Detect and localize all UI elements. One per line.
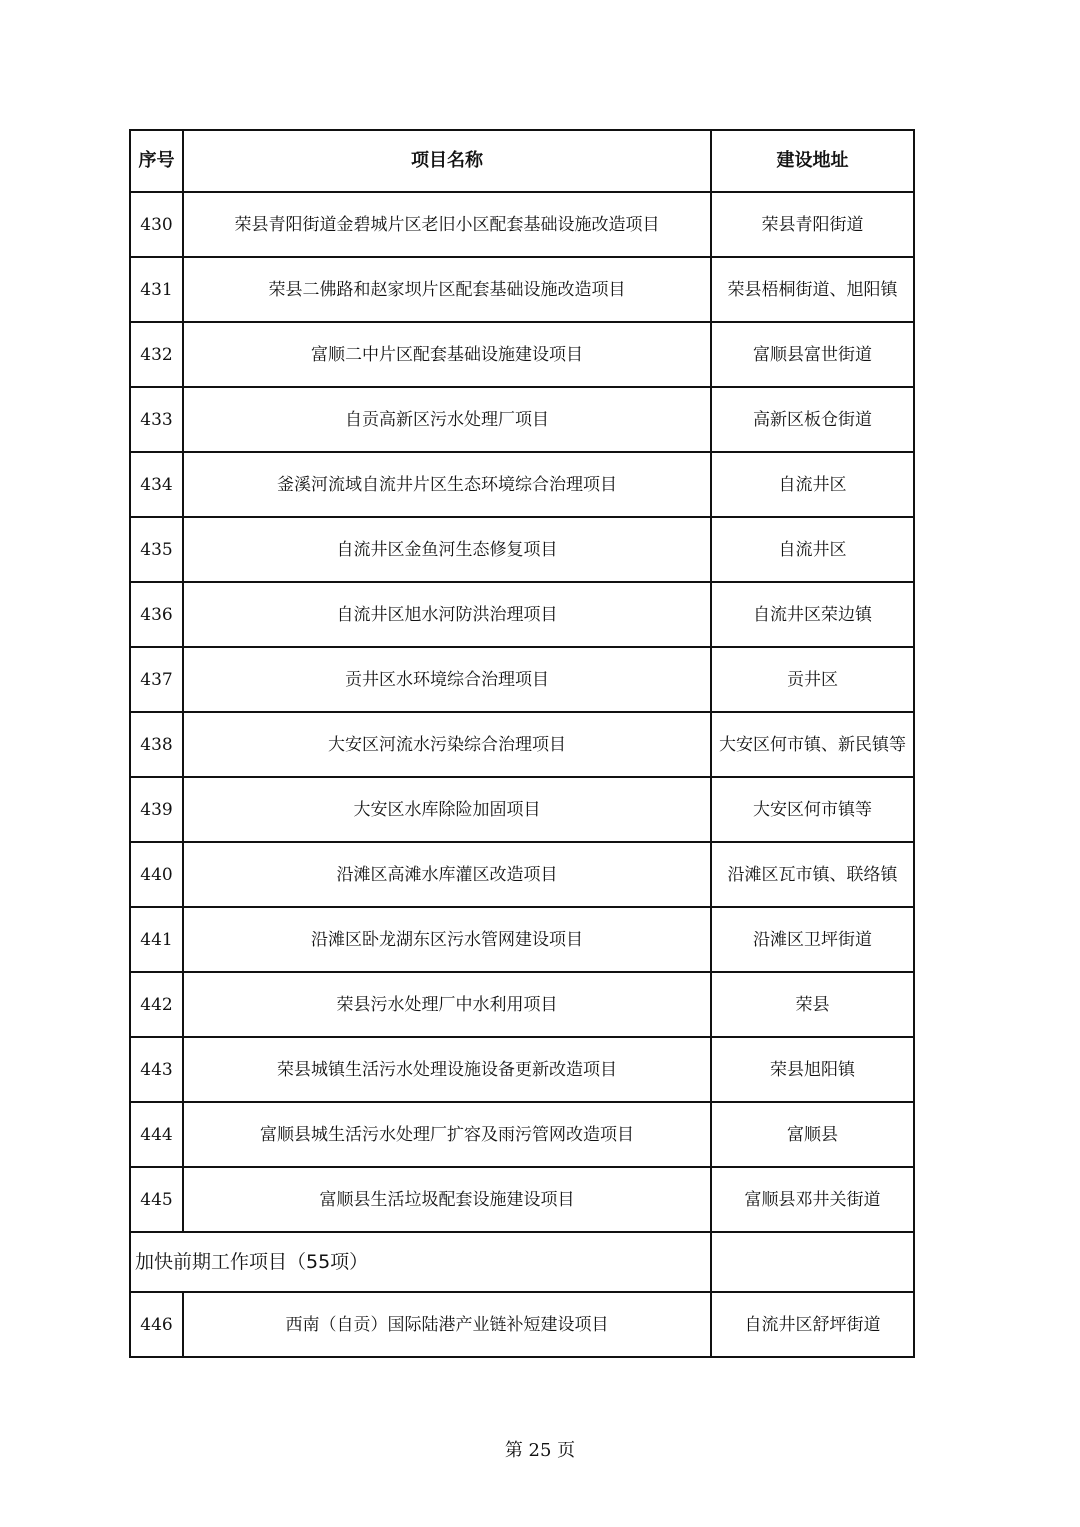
table-row [130,582,914,647]
serial-number-cell: 445 [130,1167,183,1232]
serial-number-cell: 432 [130,322,183,387]
address-cell: 自流井区舒坪街道 [711,1292,914,1357]
project-name-cell: 富顺县生活垃圾配套设施建设项目 [183,1167,711,1232]
serial-number-cell: 446 [130,1292,183,1357]
address-cell: 自流井区 [711,452,914,517]
table-row [130,1102,914,1167]
project-name-cell: 荣县二佛路和赵家坝片区配套基础设施改造项目 [183,257,711,322]
section-title: 加快前期工作项目（55项） [130,1232,711,1292]
project-name-cell: 大安区河流水污染综合治理项目 [183,712,711,777]
serial-number-cell: 434 [130,452,183,517]
header-project-name: 项目名称 [183,130,711,192]
section-address-cell [711,1232,914,1292]
address-cell: 大安区何市镇、新民镇等 [711,712,914,777]
table-header-row [130,130,914,192]
serial-number-cell: 439 [130,777,183,842]
header-serial-number: 序号 [130,130,183,192]
table-row [130,452,914,517]
address-cell: 荣县旭阳镇 [711,1037,914,1102]
address-cell: 荣县青阳街道 [711,192,914,257]
project-name-cell: 贡井区水环境综合治理项目 [183,647,711,712]
table-row [130,1037,914,1102]
address-cell: 沿滩区瓦市镇、联络镇 [711,842,914,907]
table-row [130,1292,914,1357]
project-name-cell: 荣县污水处理厂中水利用项目 [183,972,711,1037]
table-row [130,517,914,582]
address-cell: 荣县 [711,972,914,1037]
project-name-cell: 大安区水库除险加固项目 [183,777,711,842]
serial-number-cell: 443 [130,1037,183,1102]
project-name-cell: 富顺县城生活污水处理厂扩容及雨污管网改造项目 [183,1102,711,1167]
serial-number-cell: 436 [130,582,183,647]
project-name-cell: 沿滩区高滩水库灌区改造项目 [183,842,711,907]
table-row [130,647,914,712]
table-row [130,907,914,972]
address-cell: 自流井区 [711,517,914,582]
header-construction-address: 建设地址 [711,130,914,192]
project-name-cell: 西南（自贡）国际陆港产业链补短建设项目 [183,1292,711,1357]
section-header-row [130,1232,914,1292]
serial-number-cell: 441 [130,907,183,972]
serial-number-cell: 438 [130,712,183,777]
serial-number-cell: 431 [130,257,183,322]
address-cell: 沿滩区卫坪街道 [711,907,914,972]
address-cell: 富顺县 [711,1102,914,1167]
table-row [130,777,914,842]
serial-number-cell: 435 [130,517,183,582]
address-cell: 贡井区 [711,647,914,712]
project-name-cell: 自流井区金鱼河生态修复项目 [183,517,711,582]
project-name-cell: 自流井区旭水河防洪治理项目 [183,582,711,647]
serial-number-cell: 442 [130,972,183,1037]
project-name-cell: 富顺二中片区配套基础设施建设项目 [183,322,711,387]
address-cell: 高新区板仓街道 [711,387,914,452]
table-row [130,192,914,257]
page-number: 第 25 页 [504,1440,576,1461]
project-name-cell: 沿滩区卧龙湖东区污水管网建设项目 [183,907,711,972]
serial-number-cell: 430 [130,192,183,257]
address-cell: 富顺县富世街道 [711,322,914,387]
project-table [129,129,915,1358]
serial-number-cell: 437 [130,647,183,712]
table-row [130,712,914,777]
address-cell: 富顺县邓井关街道 [711,1167,914,1232]
serial-number-cell: 444 [130,1102,183,1167]
address-cell: 自流井区荣边镇 [711,582,914,647]
table-row [130,322,914,387]
table-row [130,972,914,1037]
serial-number-cell: 433 [130,387,183,452]
project-name-cell: 荣县城镇生活污水处理设施设备更新改造项目 [183,1037,711,1102]
project-name-cell: 荣县青阳街道金碧城片区老旧小区配套基础设施改造项目 [183,192,711,257]
address-cell: 荣县梧桐街道、旭阳镇 [711,257,914,322]
table-row [130,1167,914,1232]
serial-number-cell: 440 [130,842,183,907]
table-row [130,257,914,322]
project-name-cell: 釜溪河流域自流井片区生态环境综合治理项目 [183,452,711,517]
address-cell: 大安区何市镇等 [711,777,914,842]
project-name-cell: 自贡高新区污水处理厂项目 [183,387,711,452]
table-row [130,387,914,452]
table-row [130,842,914,907]
